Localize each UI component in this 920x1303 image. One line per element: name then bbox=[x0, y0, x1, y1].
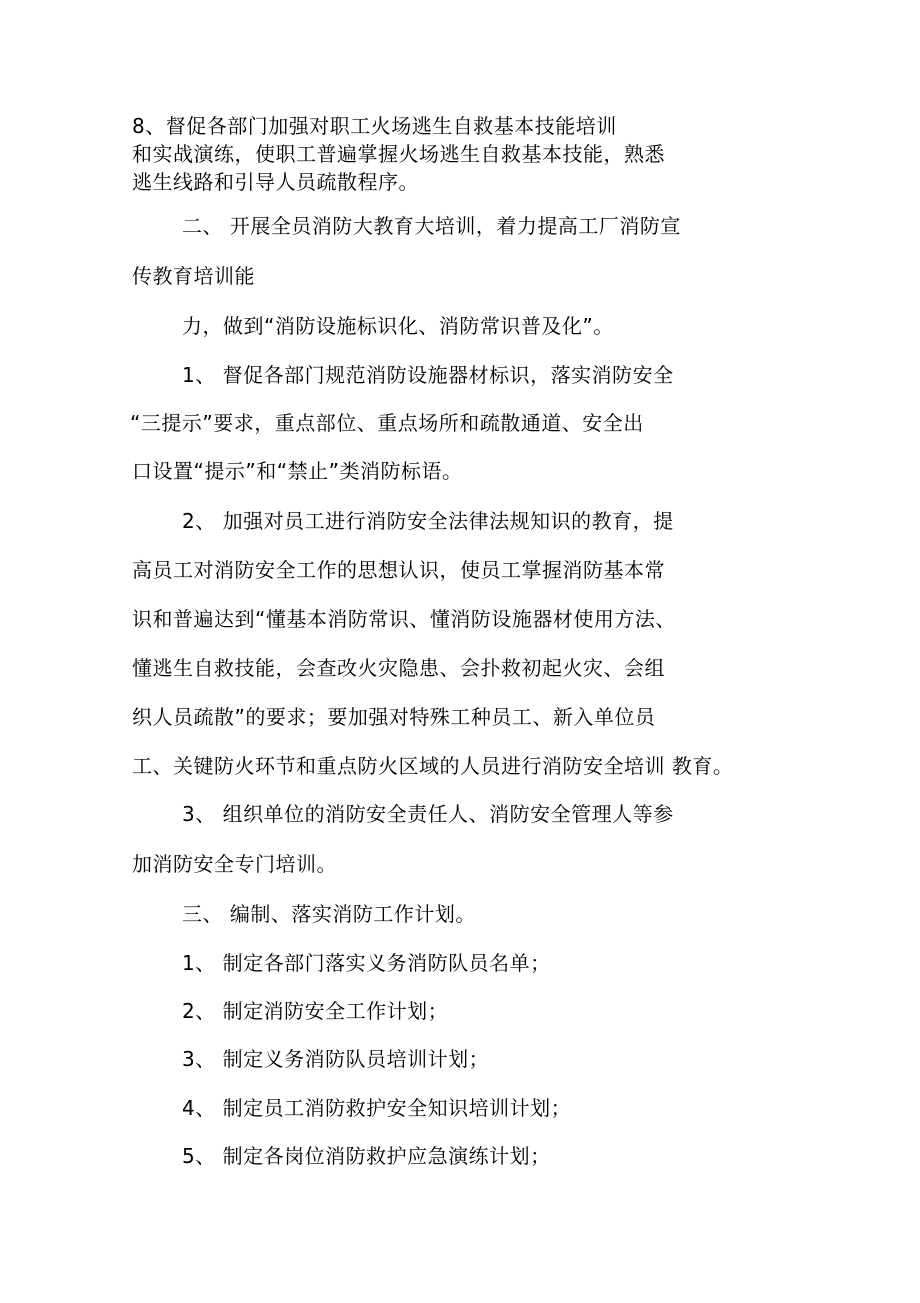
plan-item-3: 3、 制定义务消防队员培训计划； bbox=[182, 1047, 490, 1071]
plan-item-1: 1、 制定各部门落实义务消防队员名单； bbox=[182, 951, 551, 975]
text-line-6: 力，做到“消防设施标识化、消防常识普及化”。 bbox=[182, 314, 614, 338]
plan-item-5: 5、 制定各岗位消防救护应急演练计划； bbox=[182, 1144, 551, 1168]
text-line-13: 懂逃生自救技能，会查改火灾隐患、会扑救初起火灾、会组 bbox=[132, 656, 665, 680]
text-line-1: 8、督促各部门加强对职工火场逃生自救基本技能培训 bbox=[132, 114, 617, 138]
text-line-7: 1、 督促各部门规范消防设施器材标识，落实消防安全 bbox=[182, 363, 674, 387]
text-line-8: “三提示”要求，重点部位、重点场所和疏散通道、安全出 bbox=[130, 411, 644, 435]
text-line-3: 逃生线路和引导人员疏散程序。 bbox=[132, 170, 419, 194]
text-line-11: 高员工对消防安全工作的思想认识，使员工掌握消防基本常 bbox=[132, 558, 665, 582]
text-line-14: 织人员疏散”的要求；要加强对特殊工种员工、新入单位员 bbox=[132, 705, 656, 729]
plan-item-2: 2、 制定消防安全工作计划； bbox=[182, 999, 449, 1023]
text-line-15: 工、关键防火环节和重点防火区域的人员进行消防安全培训 教育。 bbox=[132, 754, 734, 778]
text-line-9: 口设置“提示”和“禁止”类消防标语。 bbox=[132, 459, 463, 483]
section-heading-3: 三、 编制、落实消防工作计划。 bbox=[182, 902, 476, 926]
text-line-5: 传教育培训能 bbox=[132, 264, 255, 288]
section-heading-2: 二、 开展全员消防大教育大培训，着力提高工厂消防宣 bbox=[182, 214, 681, 238]
plan-item-4: 4、 制定员工消防救护安全知识培训计划； bbox=[182, 1096, 572, 1120]
text-line-16: 3、 组织单位的消防安全责任人、消防安全管理人等参 bbox=[182, 802, 674, 826]
text-line-17: 加消防安全专门培训。 bbox=[132, 852, 337, 876]
text-line-10: 2、 加强对员工进行消防安全法律法规知识的教育，提 bbox=[182, 509, 674, 533]
text-line-12: 识和普遍达到“懂基本消防常识、懂消防设施器材使用方法、 bbox=[132, 607, 676, 631]
text-line-2: 和实战演练，使职工普遍掌握火场逃生自救基本技能，熟悉 bbox=[132, 142, 665, 166]
